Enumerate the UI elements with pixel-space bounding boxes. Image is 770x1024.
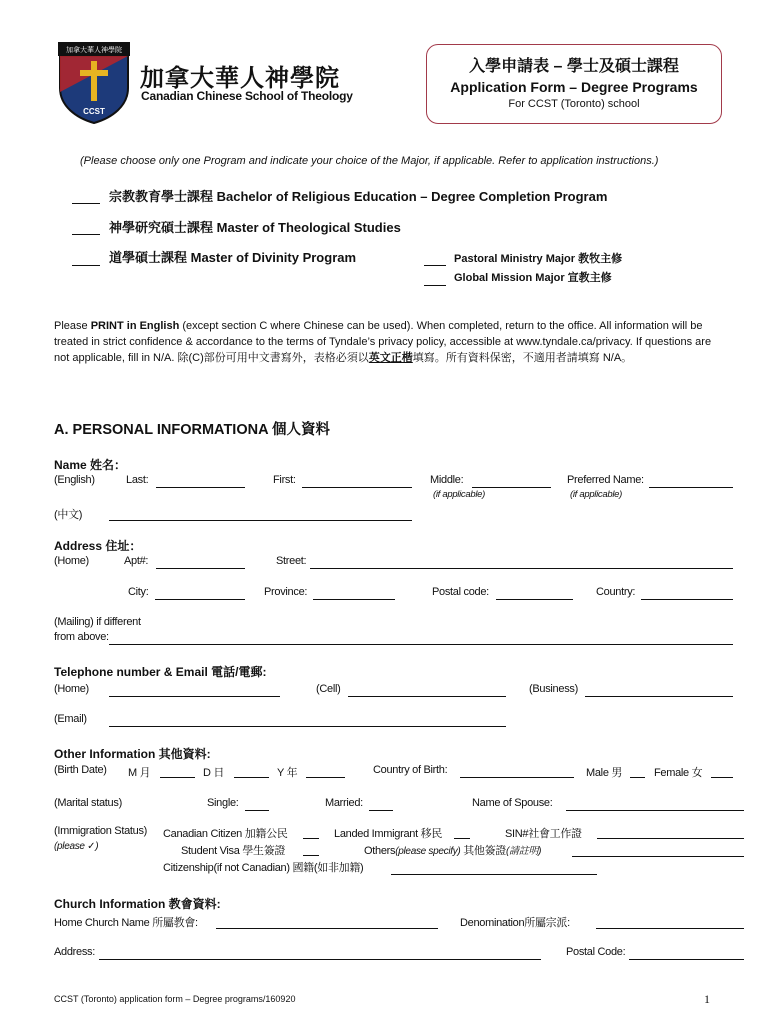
student-visa-label: Student Visa 學生簽證 [181,845,286,857]
female-label: Female 女 [654,767,703,779]
page-number: 1 [704,992,710,1006]
church-info-heading: Church Information 教會資料: [54,897,221,911]
email-label: (Email) [54,713,87,725]
program-mts-label: 神學研究碩士課程 Master of Theological Studies [109,220,401,235]
street-field[interactable] [310,568,733,569]
province-label: Province: [264,586,308,598]
program-mts-checkbox[interactable] [72,234,100,235]
address-home-label: (Home) [54,555,89,567]
male-checkbox[interactable] [630,777,645,778]
middle-name-field[interactable] [472,487,551,488]
country-field[interactable] [641,599,733,600]
country-of-birth-label: Country of Birth: [373,764,448,776]
church-address-label: Address: [54,946,96,958]
school-name-zh: 加拿大華人神學院 [140,65,340,92]
name-english-label: (English) [54,474,95,486]
preferred-name-field[interactable] [649,487,733,488]
single-label: Single: [207,797,239,809]
last-name-field[interactable] [156,487,245,488]
program-mdiv-label: 道學碩士課程 Master of Divinity Program [109,250,357,265]
birth-day-label: D 日 [203,767,225,779]
major-pastoral-label: Pastoral Ministry Major 教牧主修 [454,253,623,265]
form-title-en: Application Form – Degree Programs [450,79,698,95]
first-name-field[interactable] [302,487,412,488]
birth-month-field[interactable] [160,777,195,778]
birth-year-label: Y 年 [277,767,298,779]
program-bre-label: 宗教教育學士課程 Bachelor of Religious Education – Degree Completion Program [109,189,608,204]
postal-code-label: Postal code: [432,586,489,598]
canadian-citizen-label: Canadian Citizen 加籍公民 [163,828,288,840]
country-label: Country: [596,586,636,598]
landed-immigrant-label: Landed Immigrant 移民 [334,828,443,840]
major-pastoral-checkbox[interactable] [424,265,446,266]
logo-text: 加拿大華人神學院 [66,46,122,54]
name-chinese-label: (中文) [54,509,83,521]
canadian-citizen-checkbox[interactable] [303,838,319,839]
preferred-if-applicable: (if applicable) [570,489,622,500]
home-church-label: Home Church Name 所屬教會: [54,917,198,929]
shield-icon [58,42,130,124]
logo-abbr: CCST [83,107,105,116]
privacy-notice: Please PRINT in English (except section C where Chinese can be used). When completed, return to the office. All information will be treated in strict confidence & accordance to the terms of Tyndale’s privacy policy, accessible at www.tyndale.ca/privacy. If questions are not applicable, fill in N/A. 除(C)部份可用中文書寫外，表格必須以英文正楷填寫。所有資料保密，不適用者請填寫 N/A。 [54,320,712,364]
home-church-field[interactable] [216,928,438,929]
married-label: Married: [325,797,363,809]
preferred-name-label: Preferred Name: [567,474,644,486]
spouse-name-field[interactable] [566,810,744,811]
student-visa-checkbox[interactable] [303,855,319,856]
postal-code-field[interactable] [496,599,573,600]
school-name-en: Canadian Chinese School of Theology [141,89,353,103]
married-checkbox[interactable] [369,810,393,811]
first-name-label: First: [273,474,296,486]
birth-month-label: M 月 [128,767,151,779]
city-label: City: [128,586,149,598]
phone-home-label: (Home) [54,683,89,695]
mailing-label-2: from above: [54,631,109,643]
chinese-name-field[interactable] [109,520,412,521]
instructions: (Please choose only one Program and indicate your choice of the Major, if applicable. Refer to application instructions.) [80,155,659,167]
sin-label: SIN#社會工作證 [505,828,582,840]
school-logo [58,42,130,124]
city-field[interactable] [155,599,245,600]
others-visa-field[interactable] [572,856,744,857]
mailing-label-1: (Mailing) if different [54,616,141,628]
phone-cell-label: (Cell) [316,683,341,695]
immigration-status-label: (Immigration Status) [54,825,148,837]
spouse-name-label: Name of Spouse: [472,797,553,809]
single-checkbox[interactable] [245,810,269,811]
church-postal-code-label: Postal Code: [566,946,626,958]
name-heading: Name 姓名： [54,458,127,472]
middle-name-label: Middle: [430,474,464,486]
section-a-title: A. PERSONAL INFORMATIONA 個人資料 [54,422,331,438]
mailing-address-field[interactable] [109,644,733,645]
country-of-birth-field[interactable] [460,777,574,778]
phone-home-field[interactable] [109,696,280,697]
birth-date-label: (Birth Date) [54,764,107,776]
phone-cell-field[interactable] [348,696,506,697]
landed-immigrant-checkbox[interactable] [454,838,470,839]
telephone-heading: Telephone number & Email 電話/電郵: [54,665,267,679]
church-address-field[interactable] [99,959,541,960]
email-field[interactable] [109,726,506,727]
form-title-box [426,44,722,124]
denomination-field[interactable] [596,928,744,929]
form-title-zh: 入學申請表 – 學士及碩士課程 [469,58,679,75]
other-info-heading: Other Information 其他資料: [54,747,211,761]
birth-year-field[interactable] [306,777,345,778]
citizenship-field[interactable] [391,874,597,875]
sin-field[interactable] [597,838,744,839]
phone-business-field[interactable] [585,696,733,697]
citizenship-label: Citizenship(if not Canadian) 國籍(如非加籍) [163,862,364,874]
major-mission-label: Global Mission Major 宣教主修 [454,272,612,284]
female-checkbox[interactable] [711,777,733,778]
footer-form-id: CCST (Toronto) application form – Degree programs/160920 [54,994,296,1004]
form-subtitle: For CCST (Toronto) school [508,98,640,110]
middle-if-applicable: (if applicable) [433,489,485,500]
apt-label: Apt#: [124,555,149,567]
phone-business-label: (Business) [529,683,578,695]
male-label: Male 男 [586,767,623,779]
street-label: Street: [276,555,307,567]
birth-day-field[interactable] [234,777,269,778]
denomination-label: Denomination所屬宗派: [460,917,570,929]
last-name-label: Last: [126,474,149,486]
church-postal-code-field[interactable] [629,959,744,960]
address-heading: Address 住址： [54,539,142,553]
program-bre-checkbox[interactable] [72,203,100,204]
program-mdiv-checkbox[interactable] [72,265,100,266]
province-field[interactable] [313,599,395,600]
major-mission-checkbox[interactable] [424,285,446,286]
apt-field[interactable] [156,568,245,569]
others-visa-label: Others(please specify) 其他簽證(請註明) [364,845,542,857]
please-check-note: (please ✓) [54,841,99,852]
marital-status-label: (Marital status) [54,797,122,809]
